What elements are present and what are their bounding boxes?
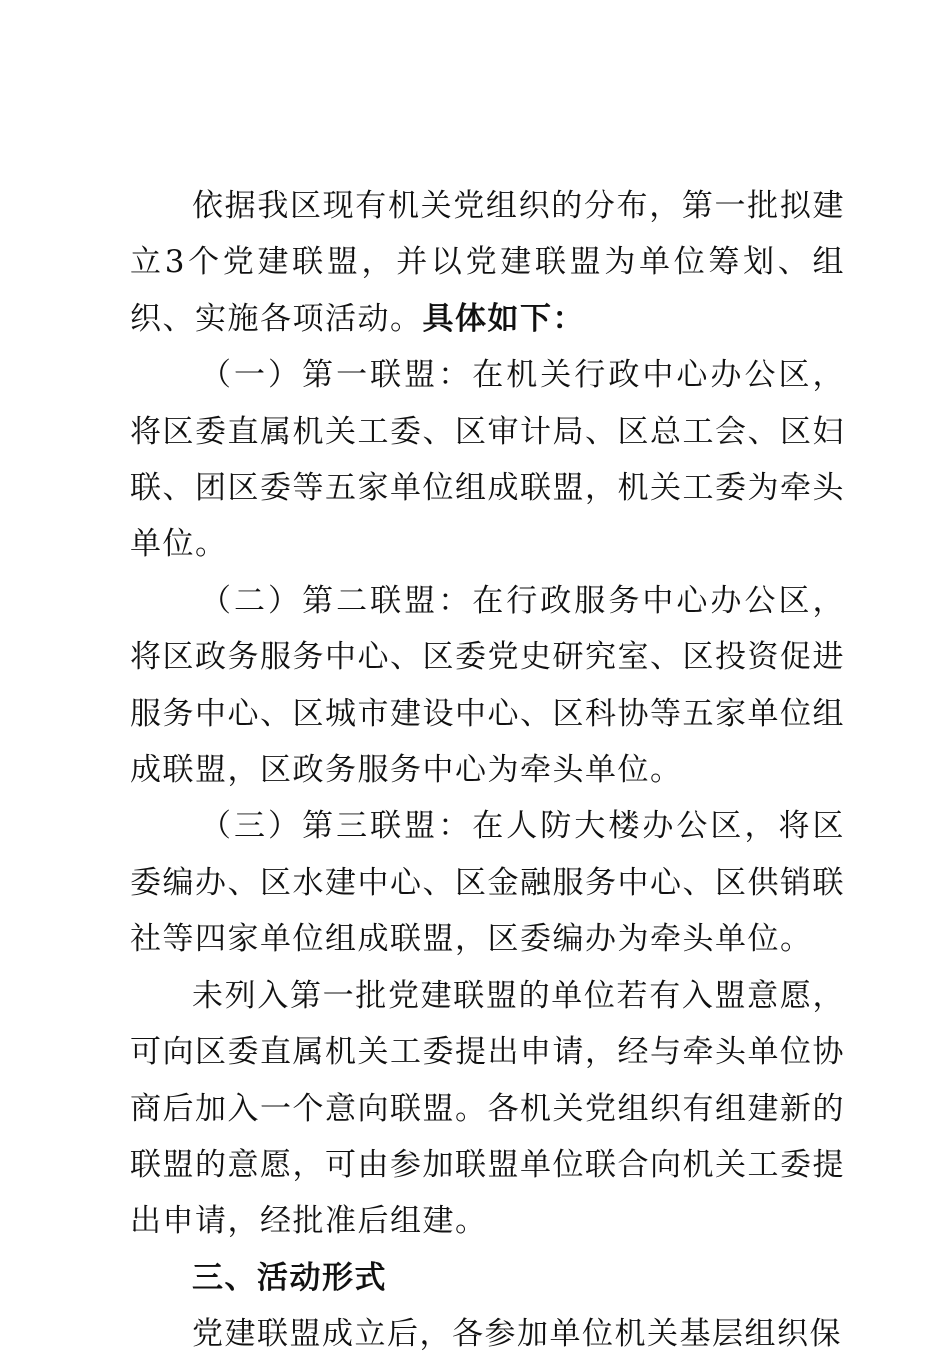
- alliance-1-paragraph: （一）第一联盟：在机关行政中心办公区，将区委直属机关工委、区审计局、区总工会、区妇联、团区委等五家单位组成联盟，机关工委为牵头单位。: [130, 357, 845, 563]
- alliance-3-paragraph: （三）第三联盟：在人防大楼办公区，将区委编办、区水建中心、区金融服务中心、区供销联社等四家单位组成联盟，区委编办为牵头单位。: [130, 808, 845, 958]
- intro-bold-text: 具体如下：: [422, 300, 585, 337]
- intro-text: 依据我区现有机关党组织的分布，第一批拟建立3个党建联盟，并以党建联盟为单位筹划、组织、实施各项活动。: [130, 188, 845, 337]
- intro-paragraph: [130, 178, 845, 347]
- section-heading: 三、活动形式: [192, 1259, 387, 1296]
- join-note-paragraph: 未列入第一批党建联盟的单位若有入盟意愿，可向区委直属机关工委提出申请，经与牵头单位协商后加入一个意向联盟。各机关党组织有组建新的联盟的意愿，可由参加联盟单位联合向机关工委提出申请，经批准后组建。: [130, 977, 845, 1240]
- document-body: [130, 178, 845, 1363]
- activity-paragraph: 党建联盟成立后，各参加单位机关基层组织保: [192, 1316, 842, 1353]
- alliance-2-paragraph: （二）第二联盟：在行政服务中心办公区，将区政务服务中心、区委党史研究室、区投资促进服务中心、区城市建设中心、区科协等五家单位组成联盟，区政务服务中心为牵头单位。: [130, 582, 845, 789]
